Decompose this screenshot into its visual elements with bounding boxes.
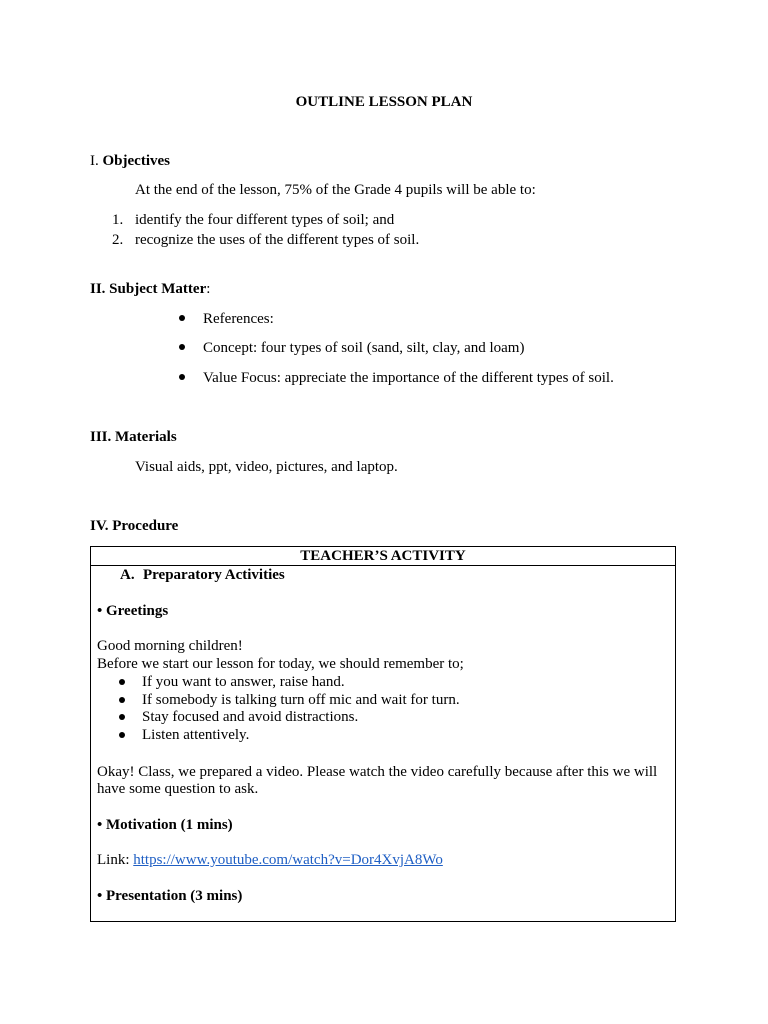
subject-matter-item-references: References: bbox=[203, 311, 274, 327]
link-label: Link: bbox=[97, 852, 134, 868]
section-letter: A. bbox=[120, 567, 135, 583]
reminder-line: Before we start our lesson for today, we should remember to; bbox=[97, 656, 464, 672]
bullet-icon bbox=[119, 679, 125, 685]
bullet-icon bbox=[179, 344, 185, 350]
procedure-heading: IV. Procedure bbox=[90, 518, 179, 534]
bullet-icon bbox=[179, 374, 185, 380]
objective-item-2: recognize the uses of the different types of soil. bbox=[135, 232, 420, 248]
objectives-heading-text: Objectives bbox=[102, 153, 170, 169]
presentation-heading: • Presentation (3 mins) bbox=[97, 888, 243, 904]
subject-matter-colon: : bbox=[206, 281, 211, 297]
objective-number-2: 2. bbox=[112, 232, 124, 248]
objective-number-1: 1. bbox=[112, 212, 124, 228]
bullet-icon bbox=[119, 714, 125, 720]
materials-heading: III. Materials bbox=[90, 429, 177, 445]
rule-item-1: If you want to answer, raise hand. bbox=[142, 674, 345, 690]
materials-text: Visual aids, ppt, video, pictures, and laptop. bbox=[135, 459, 398, 475]
subject-matter-item-concept: Concept: four types of soil (sand, silt, clay, and loam) bbox=[203, 340, 525, 356]
subject-matter-heading bbox=[90, 280, 210, 298]
objectives-numeral: I. bbox=[90, 153, 99, 169]
video-instruction-line-2: have some question to ask. bbox=[97, 781, 259, 797]
objectives-heading bbox=[90, 152, 170, 170]
subject-matter-item-value-focus: Value Focus: appreciate the importance of the different types of soil. bbox=[203, 370, 614, 386]
video-link-row bbox=[97, 851, 443, 869]
bullet-icon bbox=[119, 697, 125, 703]
objectives-intro: At the end of the lesson, 75% of the Grade 4 pupils will be able to: bbox=[135, 182, 536, 198]
table-header-teachers-activity: TEACHER’S ACTIVITY bbox=[91, 547, 675, 566]
video-link[interactable]: https://www.youtube.com/watch?v=Dor4XvjA8Wo bbox=[133, 852, 443, 868]
motivation-heading: • Motivation (1 mins) bbox=[97, 817, 233, 833]
greeting-line: Good morning children! bbox=[97, 638, 243, 654]
section-title: Preparatory Activities bbox=[143, 567, 285, 583]
greetings-heading: • Greetings bbox=[97, 603, 169, 619]
rule-item-3: Stay focused and avoid distractions. bbox=[142, 709, 359, 725]
procedure-table bbox=[90, 546, 676, 922]
video-instruction-line-1: Okay! Class, we prepared a video. Please watch the video carefully because after this we will bbox=[97, 764, 658, 780]
bullet-icon bbox=[119, 732, 125, 738]
document-title: OUTLINE LESSON PLAN bbox=[295, 94, 473, 110]
bullet-icon bbox=[179, 315, 185, 321]
objective-item-1: identify the four different types of soil; and bbox=[135, 212, 395, 228]
subject-matter-heading-text: II. Subject Matter bbox=[90, 281, 207, 297]
rule-item-4: Listen attentively. bbox=[142, 727, 250, 743]
rule-item-2: If somebody is talking turn off mic and wait for turn. bbox=[142, 692, 460, 708]
